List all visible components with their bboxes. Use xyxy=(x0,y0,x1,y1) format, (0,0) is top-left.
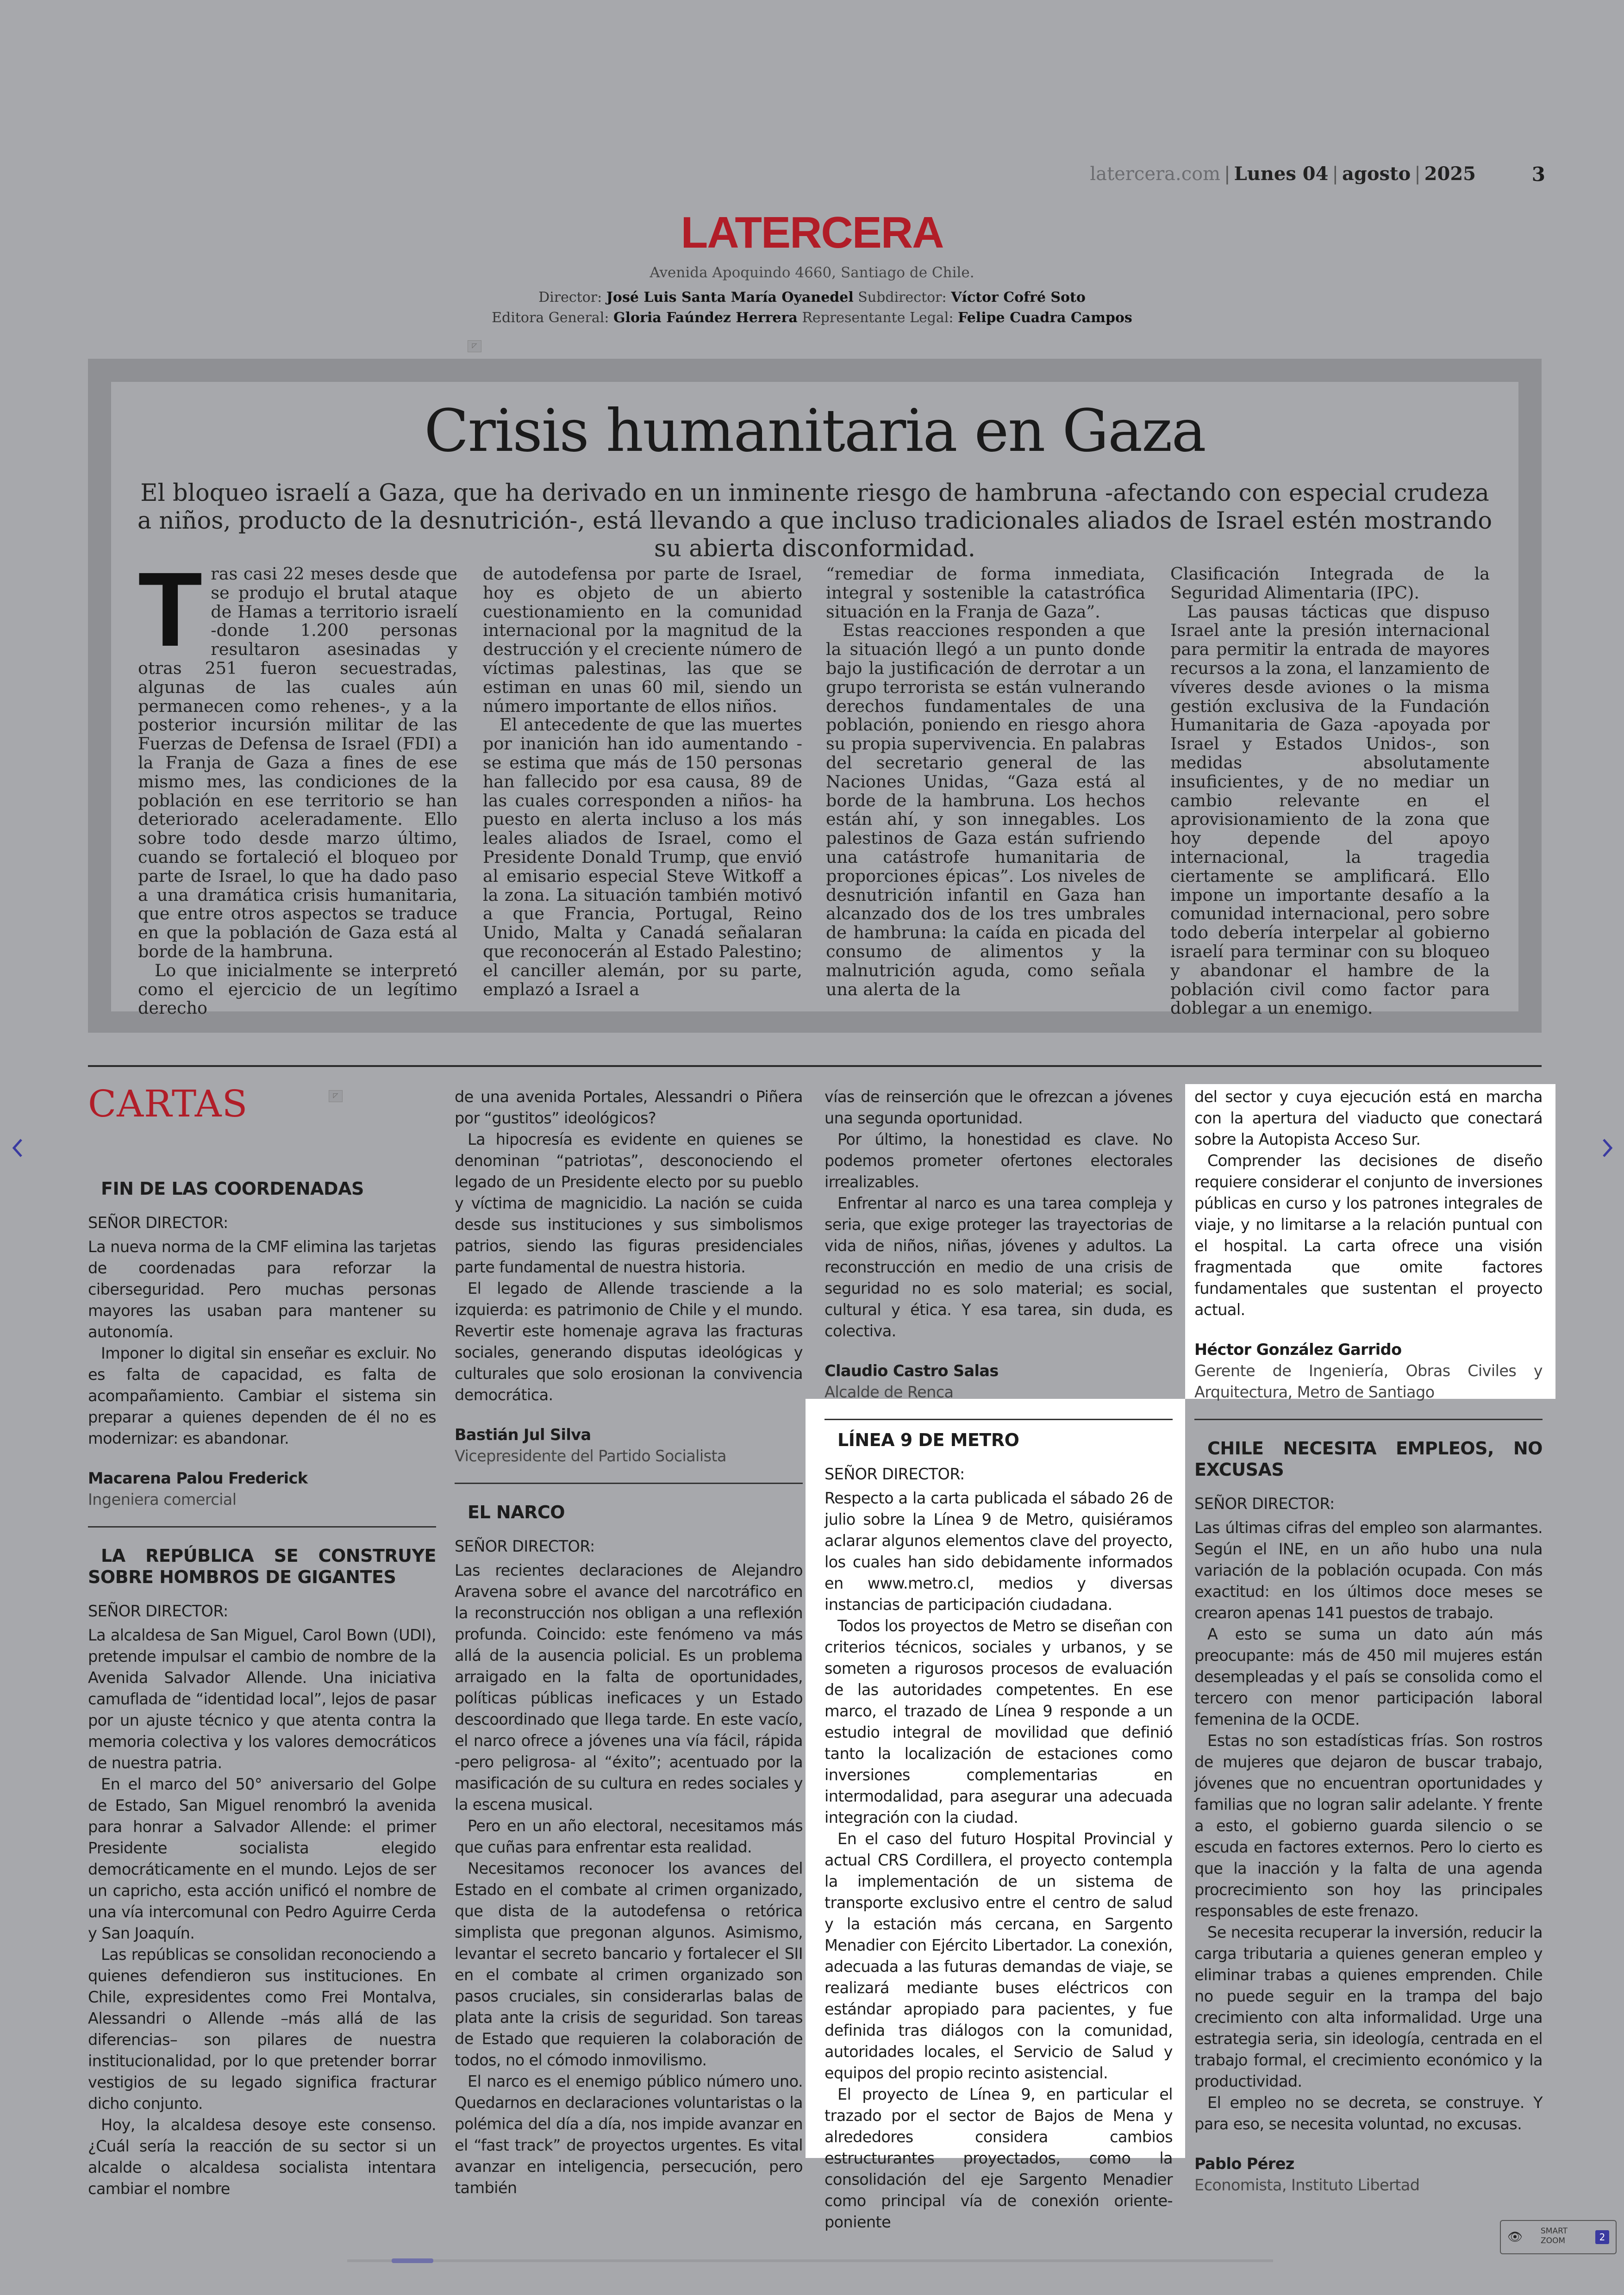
letter-role: Gerente de Ingeniería, Obras Civiles y Arquitectura, Metro de Santiago xyxy=(1194,1362,1543,1401)
site-name: latercera.com xyxy=(1090,163,1221,185)
letters-column-2 xyxy=(455,1086,803,2199)
previous-page-icon[interactable] xyxy=(8,1134,27,1162)
eye-icon: 👁 xyxy=(1507,2230,1523,2244)
letters-column-3 xyxy=(824,1086,1173,2233)
letter-paragraph: El proyecto de Línea 9, en particular el trazado por el sector de Bajos de Mena y alrededores considera cambios estructurantes proyectados, como la consolidación del eje Sargento Menadier como principal vía de conexión oriente-poniente xyxy=(824,2085,1173,2231)
letter-paragraph: Pero en un año electoral, necesitamos más que cuñas para enfrentar esta realidad. xyxy=(455,1817,803,1856)
ad-marker-icon[interactable]: ◸ xyxy=(329,1090,343,1102)
letter-paragraph: Las recientes declaraciones de Alejandro Aravena sobre el avance del narcotráfico en la reconstrucción nos obligan a una reflexión profunda. Coincido: este fenómeno va más allá de la ausencia policial. Es un problema arraigado en la falta de oportunidades, políticas públicas ineficaces y un Estado descoordinado que llega tarde. En este vacío, el narco ofrece a jóvenes una vía fácil, rápida -pero peligrosa- al “éxito”; acentuado por la masificación de su cultura en redes sociales y la escena musical. xyxy=(455,1561,803,1814)
editorial-paragraph: Tras casi 22 meses desde que se produjo el brutal ataque de Hamas a territorio israelí -donde 1.200 personas resultaron asesinadas y otras 251 fueron secuestradas, algunas de las cuales aún permanecen como rehenes-, y a la posterior incursión militar de las Fuerzas de Defensa de Israel (FDI) a la Franja de Gaza a fines de ese mismo mes, las condiciones de la población en ese territorio se han deteriorado aceleradamente. Ello sobre todo desde marzo último, cuando se fortaleció el bloqueo por parte de Israel, lo que ha dado paso a una dramática crisis humanitaria, que entre otros aspectos se traduce en que la población de Gaza está al borde de la hambruna. xyxy=(138,551,457,961)
header-day: Lunes 04 xyxy=(1234,163,1329,185)
section-divider xyxy=(88,1065,1542,1067)
letter-salutation: SEÑOR DIRECTOR: xyxy=(455,1537,595,1555)
editorial-paragraph: El antecedente de que las muertes por inanición han ido aumentando -se estima que más de 150 personas han fallecido por esa causa, 89 de las cuales corresponden a niños- ha puesto en alerta incluso a los más leales aliados de Israel, como el Presidente Donald Trump, que envió al emisario especial Steve Witkoff a la zona. La situación también motivó a que Francia, Portugal, Reino Unido, Malta y Canadá señalaran que reconocerán al Estado Palestino; el canciller alemán, por su parte, emplazó a Israel a xyxy=(483,715,802,999)
letter-role: Economista, Instituto Libertad xyxy=(1194,2176,1420,2194)
editora-name: Gloria Faúndez Herrera xyxy=(613,310,798,326)
editorial-column-2 xyxy=(483,565,802,999)
page-header xyxy=(0,163,1624,191)
letter-paragraph: Comprender las decisiones de diseño requiere considerar el conjunto de inversiones públicas en curso y los patrones integrales de viaje, y no limitarse a la relación puntual con el hospital. La carta ofrece una visión fragmentada que omite factores fundamentales que sustentan el proyecto actual. xyxy=(1194,1152,1543,1319)
director-label: Director: xyxy=(538,289,602,306)
letter-paragraph: Imponer lo digital sin enseñar es excluir. No es falta de capacidad, es falta de acompañamiento. Cambiar el sistema sin preparar a quienes dependen de él no es modernizar: es abandonar. xyxy=(88,1344,436,1447)
letter-paragraph: En el marco del 50° aniversario del Golpe de Estado, San Miguel renombró la avenida para honrar a Salvador Allende: el primer Presidente socialista elegido democráticamente en el mundo. Lejos de ser un capricho, esta acción unificó el nombre de una vía intercomunal con Pedro Aguirre Cerda y San Joaquín. xyxy=(88,1775,436,1942)
letter-paragraph: La alcaldesa de San Miguel, Carol Bown (UDI), pretende impulsar el cambio de nombre de la Avenida Salvador Allende. Una iniciativa camuflada de “identidad local”, lejos de pasar por un ajuste técnico y que atenta contra la memoria colectiva y los valores democráticos de nuestra patria. xyxy=(88,1626,436,1772)
newspaper-logo: LATERCERA xyxy=(681,208,943,257)
letter-paragraph: Por último, la honestidad es clave. No podemos prometer ofertones electorales irrealizables. xyxy=(824,1130,1173,1191)
masthead-address: Avenida Apoquindo 4660, Santiago de Chile. xyxy=(650,264,974,281)
page-number: 3 xyxy=(1531,163,1545,186)
letters-column-1 xyxy=(88,1178,436,2200)
letter-paragraph: A esto se suma un dato aún más preocupante: más de 450 mil mujeres están desempleadas y el país se consolida como el tercero con menor participación laboral femenina de la OCDE. xyxy=(1194,1625,1543,1728)
letter-title: LÍNEA 9 DE METRO xyxy=(837,1430,1019,1450)
letter-signature: Héctor González Garrido xyxy=(1194,1341,1402,1359)
editorial-paragraph: Lo que inicialmente se interpretó como el ejercicio de un legítimo derecho xyxy=(138,960,457,1018)
legal-label: Representante Legal: xyxy=(802,310,954,326)
masthead xyxy=(0,208,1624,328)
editorial-paragraph: de autodefensa por parte de Israel, hoy es objeto de un abierto cuestionamiento en la comunidad internacional por la magnitud de la destrucción y el creciente número de víctimas palestinas, las que se estiman en unas 60 mil, siendo un número importante de ellos niños. xyxy=(483,564,802,716)
subdirector-name: Víctor Cofré Soto xyxy=(951,289,1086,306)
letters-column-4 xyxy=(1194,1086,1543,2196)
letter-signature: Bastián Jul Silva xyxy=(455,1426,591,1444)
letter-salutation: SEÑOR DIRECTOR: xyxy=(88,1214,228,1232)
letter-role: Vicepresidente del Partido Socialista xyxy=(455,1447,726,1465)
letter-paragraph: Se necesita recuperar la inversión, reducir la carga tributaria a quienes generan empleo y eliminar trabas a quienes emprenden. Chile no puede seguir en la trampa del bajo crecimiento con alta informalidad. Urge una estrategia seria, sin ideología, centrada en el trabajo formal, el crecimiento económico y la productividad. xyxy=(1194,1923,1543,2090)
letter-paragraph: La hipocresía es evidente en quienes se denominan “patriotas”, desconociendo el legado de un Presidente electo por su pueblo y víctima de magnicidio. La nación se cuida desde sus instituciones y sus simbolismos patrios, siendo las figuras presidenciales parte fundamental de nuestra historia. xyxy=(455,1130,803,1276)
letter-paragraph: Estas no son estadísticas frías. Son rostros de mujeres que dejaron de buscar trabajo, jóvenes que no encuentran oportunidades y familias que no logran salir adelante. Y frente a esto, el gobierno guarda silencio o se escuda en factores externos. Pero lo cierto es que la inacción y la falta de una agenda procrecimiento son hoy las principales responsables de este frenazo. xyxy=(1194,1732,1543,1920)
letter-title: CHILE NECESITA EMPLEOS, NO EXCUSAS xyxy=(1194,1438,1543,1480)
letter-salutation: SEÑOR DIRECTOR: xyxy=(1194,1495,1335,1513)
scrollbar-thumb[interactable] xyxy=(392,2258,433,2263)
letter-divider xyxy=(1194,1419,1543,1420)
editora-label: Editora General: xyxy=(492,310,609,326)
page-scrollbar[interactable] xyxy=(347,2259,1273,2262)
editorial-title: Crisis humanitaria en Gaza xyxy=(424,397,1206,465)
letter-divider xyxy=(824,1419,1173,1420)
letter-paragraph: En el caso del futuro Hospital Provincial y actual CRS Cordillera, el proyecto contempla la implementación de un sistema de transporte exclusivo entre el centro de salud y la estación más cercana, en Sargento Menadier con Ejército Libertador. La conexión, adecuada a las futuras demandas de viaje, se realizará mediante buses eléctricos con estándar apropiado para pacientes, y fue definida tras diálogos con la comunidad, autoridades locales, el Servicio de Salud y equipos del propio recinto asistencial. xyxy=(824,1830,1173,2082)
letter-paragraph: El legado de Allende trasciende a la izquierda: es patrimonio de Chile y el mundo. Revertir este homenaje agrava las fracturas sociales, generando disputas ideológicas y culturales que solo erosionan la convivencia democrática. xyxy=(455,1279,803,1404)
letter-salutation: SEÑOR DIRECTOR: xyxy=(824,1465,965,1483)
letter-divider xyxy=(455,1483,803,1484)
letter-paragraph: El empleo no se decreta, se construye. Y para eso, se necesita voluntad, no excusas. xyxy=(1194,2094,1543,2133)
letter-title: EL NARCO xyxy=(468,1502,565,1522)
letter-paragraph: Las repúblicas se consolidan reconociendo a quienes defendieron sus instituciones. En Chile, expresidentes como Frei Montalva, Alessandri o Allende –más allá de las diferencias– son pilares de nuestra institucionalidad, por lo que pretender borrar vestigios de su legado significa fracturar dicho conjunto. xyxy=(88,1946,436,2113)
letter-signature: Macarena Palou Frederick xyxy=(88,1469,308,1487)
letter-paragraph: Necesitamos reconocer los avances del Estado en el combate al crimen organizado, que dista de la autodefensa o retórica simplista que pregonan algunos. Asimismo, levantar el secreto bancario y fortalecer el SII en el combate al crimen organizado son pasos cruciales, sin considerarlas balas de plata ante la crisis de seguridad. Son tareas de Estado que requieren la colaboración de todos, no el cómodo inmovilismo. xyxy=(455,1859,803,2069)
letter-paragraph: El narco es el enemigo público número uno. Quedarnos en declaraciones voluntaristas o la polémica del día a día, nos impide avanzar en el “fast track” de proyectos urgentes. Es vital avanzar en inteligencia, persecución, pero también xyxy=(455,2072,803,2197)
letter-role: Ingeniera comercial xyxy=(88,1491,237,1509)
header-month: agosto xyxy=(1342,163,1411,185)
editorial-deck: El bloqueo israelí a Gaza, que ha derivado en un inminente riesgo de hambruna -afectando con especial crudeza a niños, producto de la desnutrición-, está llevando a que incluso tradicionales aliados de Israel estén mostrando su abierta disconformidad. xyxy=(137,480,1493,562)
letter-signature: Claudio Castro Salas xyxy=(824,1362,999,1380)
letter-salutation: SEÑOR DIRECTOR: xyxy=(88,1602,228,1620)
header-year: 2025 xyxy=(1424,163,1476,185)
letter-paragraph: del sector y cuya ejecución está en marcha con la apertura del viaducto que conectará sobre la Autopista Acceso Sur. xyxy=(1194,1088,1543,1148)
editorial-column-1 xyxy=(138,551,457,1018)
letter-role: Alcalde de Renca xyxy=(824,1383,954,1401)
zoom-count-badge: 2 xyxy=(1595,2230,1609,2244)
letter-paragraph: La nueva norma de la CMF elimina las tarjetas de coordenadas para reforzar la ciberseguridad. Pero muchas personas mayores las usaban para mantener su autonomía. xyxy=(88,1238,436,1341)
legal-name: Felipe Cuadra Campos xyxy=(958,310,1132,326)
letter-paragraph: Hoy, la alcaldesa desoye este consenso. ¿Cuál sería la reacción de su sector si un alcalde o alcaldesa socialista intentara cambiar el nombre xyxy=(88,2116,436,2198)
editorial-column-4 xyxy=(1170,565,1490,1018)
next-page-icon[interactable] xyxy=(1598,1134,1617,1162)
letter-paragraph: Enfrentar al narco es una tarea compleja y seria, que exige proteger las trayectorias de vida de niños, niñas, jóvenes y adultos. La reconstrucción en medio de una crisis de seguridad no es solo material; es social, cultural y ética. Y esa tarea, sin duda, es colectiva. xyxy=(824,1194,1173,1340)
editorial-paragraph: Las pausas tácticas que dispuso Israel ante la presión internacional para permitir la entrada de mayores recursos a la zona, el lanzamiento de víveres desde aviones o la misma gestión exclusiva de la Fundación Humanitaria de Gaza -apoyada por Israel y Estados Unidos-, son medidas absolutamente insuficientes, y de no mediar un cambio relevante en el aprovisionamiento de la zona que hoy depende del apoyo internacional, la tragedia ciertamente se amplificará. Ello impone un importante desafío a la comunidad internacional, pero sobre todo debería interpelar al gobierno israelí para terminar con su bloqueo y abandonar el hambre de la población civil como factor para doblegar a un enemigo. xyxy=(1170,601,1490,1018)
director-name: José Luis Santa María Oyanedel xyxy=(606,289,854,306)
letter-title: FIN DE LAS COORDENADAS xyxy=(101,1179,364,1199)
smart-zoom-button[interactable] xyxy=(1500,2220,1617,2254)
editorial-column-3 xyxy=(826,565,1145,999)
letter-divider xyxy=(88,1526,436,1528)
editorial-paragraph: “remediar de forma inmediata, integral y sostenible la catastrófica situación en la Franja de Gaza”. xyxy=(826,564,1145,622)
letter-signature: Pablo Pérez xyxy=(1194,2155,1294,2173)
smart-zoom-label: SMART ZOOM xyxy=(1541,2226,1568,2245)
masthead-staff xyxy=(0,287,1624,328)
letter-paragraph: vías de reinserción que le ofrezcan a jóvenes una segunda oportunidad. xyxy=(824,1088,1173,1127)
letter-title: LA REPÚBLICA SE CONSTRUYE SOBRE HOMBROS DE GIGANTES xyxy=(88,1546,436,1587)
letter-paragraph: de una avenida Portales, Alessandri o Piñera por “gustitos” ideológicos? xyxy=(455,1088,803,1127)
subdirector-label: Subdirector: xyxy=(858,289,947,306)
drop-cap: T xyxy=(138,551,203,668)
date-line: latercera.com | Lunes 04 | agosto | 2025 xyxy=(1090,163,1476,185)
letter-paragraph: Todos los proyectos de Metro se diseñan con criterios técnicos, sociales y urbanos, y se someten a rigurosos procesos de evaluación de las autoridades competentes. En ese marco, el trazado de Línea 9 responde a un estudio integral de movilidad que definió tanto la localización de estaciones como inversiones complementarias en intermodalidad, para asegurar una adecuada integración con la ciudad. xyxy=(824,1617,1173,1827)
editorial-paragraph: Estas reacciones responden a que la situación llegó a un punto donde bajo la justificación de derrotar a un grupo terrorista se están vulnerando derechos fundamentales de una población, poniendo en riesgo ahora su propia supervivencia. En palabras del secretario general de las Naciones Unidas, “Gaza está al borde de la hambruna. Los hechos están ahí, y son innegables. Los palestinos de Gaza están sufriendo una catástrofe humanitaria de proporciones épicas”. Los niveles de desnutrición infantil en Gaza han alcanzado dos de los tres umbrales de hambruna: la caída en picada del consumo de alimentos y la malnutrición aguda, como señala una alerta de la xyxy=(826,620,1145,999)
cartas-section-title: CARTAS xyxy=(88,1082,248,1125)
ad-marker-icon[interactable]: ◸ xyxy=(468,340,481,352)
letter-paragraph: Las últimas cifras del empleo son alarmantes. Según el INE, en un año hubo una nula variación de la población ocupada. Con más exactitud: en los últimos doce meses se crearon apenas 141 puestos de trabajo. xyxy=(1194,1519,1543,1622)
editorial-paragraph: Clasificación Integrada de la Seguridad Alimentaria (IPC). xyxy=(1170,564,1490,603)
letter-paragraph: Respecto a la carta publicada el sábado 26 de julio sobre la Línea 9 de Metro, quisiéramos aclarar algunos elementos clave del proyecto, los cuales han sido debidamente informados en www.metro.cl, medios y diversas instancias de participación ciudadana. xyxy=(824,1489,1173,1614)
